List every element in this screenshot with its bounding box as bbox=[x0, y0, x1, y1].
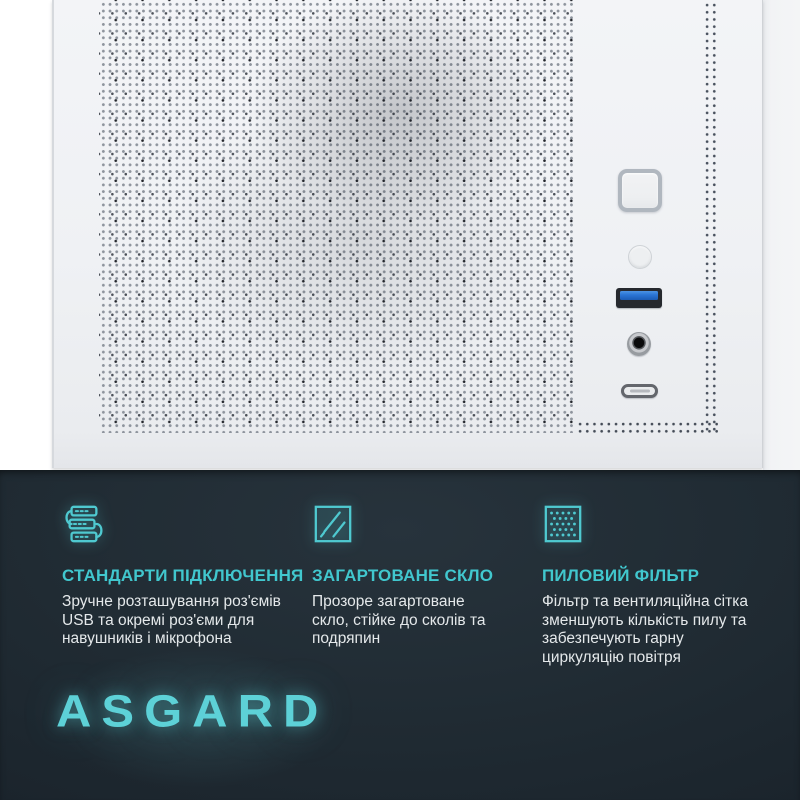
dot-border-horizontal bbox=[575, 419, 718, 434]
description-line: зменшують кількість пилу та bbox=[542, 611, 747, 629]
feature-description bbox=[542, 593, 800, 667]
description-line: забезпечують гарну bbox=[542, 630, 684, 647]
feature-title: ПИЛОВИЙ ФІЛЬТР bbox=[542, 566, 700, 585]
description-line: Зручне розташування роз'ємів bbox=[62, 593, 281, 610]
feature-list bbox=[62, 503, 800, 667]
description-line: USB та окремі роз'єми для bbox=[62, 611, 255, 629]
feature-description bbox=[62, 593, 312, 649]
tempered-glass-icon bbox=[312, 503, 354, 545]
description-line: навушників і мікрофона bbox=[62, 630, 232, 647]
feature-dust-filter bbox=[542, 503, 800, 667]
feature-title: СТАНДАРТИ ПІДКЛЮЧЕННЯ bbox=[62, 566, 304, 585]
feature-title: ЗАГАРТОВАНЕ СКЛО bbox=[312, 566, 494, 585]
usb-c-slot bbox=[630, 390, 650, 393]
description-line: подряпин bbox=[312, 630, 381, 647]
usb-c-port bbox=[621, 384, 658, 398]
dust-filter-icon bbox=[542, 503, 584, 545]
feature-description bbox=[312, 593, 542, 649]
power-button bbox=[618, 169, 662, 212]
connection-ports-icon bbox=[62, 503, 104, 545]
dot-border-vertical bbox=[702, 0, 718, 434]
asgard-logo: ASGARD bbox=[56, 687, 329, 737]
feature-tempered-glass bbox=[312, 503, 542, 667]
feature-connection-standards bbox=[62, 503, 312, 667]
description-line: циркуляцію повітря bbox=[542, 648, 681, 666]
description-line: Фільтр та вентиляційна сітка bbox=[542, 593, 748, 610]
perforated-mesh bbox=[99, 0, 576, 433]
description-line: Прозоре загартоване bbox=[312, 593, 465, 610]
usb-a-port bbox=[616, 288, 662, 308]
pc-case-front-panel bbox=[52, 0, 763, 468]
description-line: скло, стійке до сколів та bbox=[312, 611, 486, 629]
audio-jack bbox=[627, 332, 651, 356]
reset-button bbox=[628, 245, 652, 269]
features-section bbox=[0, 470, 800, 800]
photo-background bbox=[763, 0, 800, 470]
usb-a-connector bbox=[620, 291, 658, 300]
